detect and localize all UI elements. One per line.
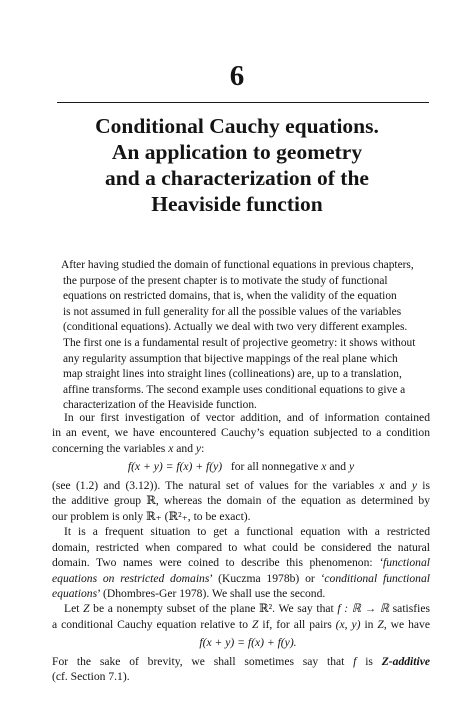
text-run: Let [64,602,84,616]
paragraph-line: In our first investigation of vector addition, and of information contained [64,411,430,424]
text-run: is [356,654,382,668]
text-run: if, for all pairs [258,617,336,631]
paragraph-line [52,441,430,456]
variable-x: x [168,441,174,455]
paragraph-line [52,586,430,601]
mapping: f : ℝ → ℝ [337,602,390,616]
text-run: concerning the variables [52,441,169,455]
variable-y: y [411,478,417,492]
abstract-line: affine transforms. The second example uses conditional equations to give a [63,383,406,396]
text-run: ’ (Dhombres-Ger 1978). We shall use the second. [97,586,326,600]
variable-x: x [379,478,385,492]
text-run: (see (1.2) and (3.12)). The natural set of values for the variables [52,478,380,492]
variable-Z: Z [251,617,259,631]
variable-y: y [195,441,202,455]
paragraph-line [52,555,430,570]
paragraph-line [52,571,430,586]
abstract-line: map straight lines into straight lines (collineations) are, up to a translation, [63,368,402,381]
text-run: and [326,460,349,474]
text-run: domain. Two names were coined to describe this phenomenon: [52,556,380,570]
text-run: a conditional Cauchy equation relative to [52,617,252,631]
paragraph-line: It is a frequent situation to get a functional equation with a restricted [64,525,430,539]
term-italic: ‘conditional functional [320,571,430,585]
paragraph-line [52,654,430,669]
chapter-number: 6 [229,60,245,92]
defined-term: Z-additive [381,654,430,668]
paragraph-line [52,601,430,616]
equation-condition: for all nonnegative [230,460,322,474]
term-italic: equations on restricted domains [52,571,210,585]
text-run: : [201,441,205,455]
abstract-line: is not assumed in full generality for all the possible values of the variables [63,305,402,318]
equation-cauchy-conditional [52,459,430,474]
paragraph-line: the additive group ℝ, whereas the domain of the equation as determined by [52,494,430,508]
equation-formula: f(x + y) = f(x) + f(y) [127,460,223,474]
text-run: is [416,478,430,492]
variable-Z: Z [377,617,384,631]
paragraph-line: (cf. Section 7.1). [52,670,130,684]
text-run: ’ (Kuczma 1978b) or [209,571,321,585]
text-run: in [360,617,378,631]
text-run: be a nonempty subset of the plane ℝ². We say that [89,602,338,616]
pair-xy: (x, y) [335,617,361,631]
paragraph-line [52,478,430,493]
term-italic: equations [52,586,98,600]
text-run: satisfies [389,602,431,616]
variable-f: f [353,654,357,668]
variable-y: y [349,460,355,474]
chapter-title-line: An application to geometry [111,140,363,164]
abstract-line: any regularity assumption that bijective mappings of the real plane which [63,352,398,365]
text-run: , we have [383,617,430,631]
text-run: and [384,478,412,492]
abstract-line: (conditional equations). Actually we deal with two very different examples. [63,321,408,334]
paragraph-line: in an event, we have encountered Cauchy’s equation subjected to a condition [52,426,430,440]
paragraph-line: our problem is only ℝ₊ (ℝ²₊, to be exact). [52,509,251,523]
chapter-title-line: and a characterization of the [105,166,369,190]
abstract-line: equations on restricted domains, that is, when the validity of the equation [63,290,397,303]
term-italic: ‘functional [379,556,430,570]
chapter-title-line: Heaviside function [151,192,323,216]
variable-x: x [321,460,327,474]
body-text [52,410,430,685]
paragraph-line: domain, restricted when compared to what could be considered the natural [52,540,430,554]
text-run: and [173,441,196,455]
chapter-title-line: Conditional Cauchy equations. [95,114,379,138]
text-run: For the sake of brevity, we shall sometimes say that [52,654,354,668]
chapter-title [0,113,474,217]
abstract-line: After having studied the domain of functional equations in previous chapters, [61,259,414,271]
variable-Z: Z [83,602,90,616]
paragraph-line [52,617,430,632]
equation-cauchy: f(x + y) = f(x) + f(y). [199,636,297,650]
title-rule [57,102,429,103]
chapter-abstract [63,258,423,414]
abstract-line: the purpose of the present chapter is to motivate the study of functional [63,274,388,287]
abstract-line: The first one is a fundamental result of projective geometry: it shows without [63,336,416,349]
abstract-line: characterization of the Heaviside function. [63,399,257,412]
